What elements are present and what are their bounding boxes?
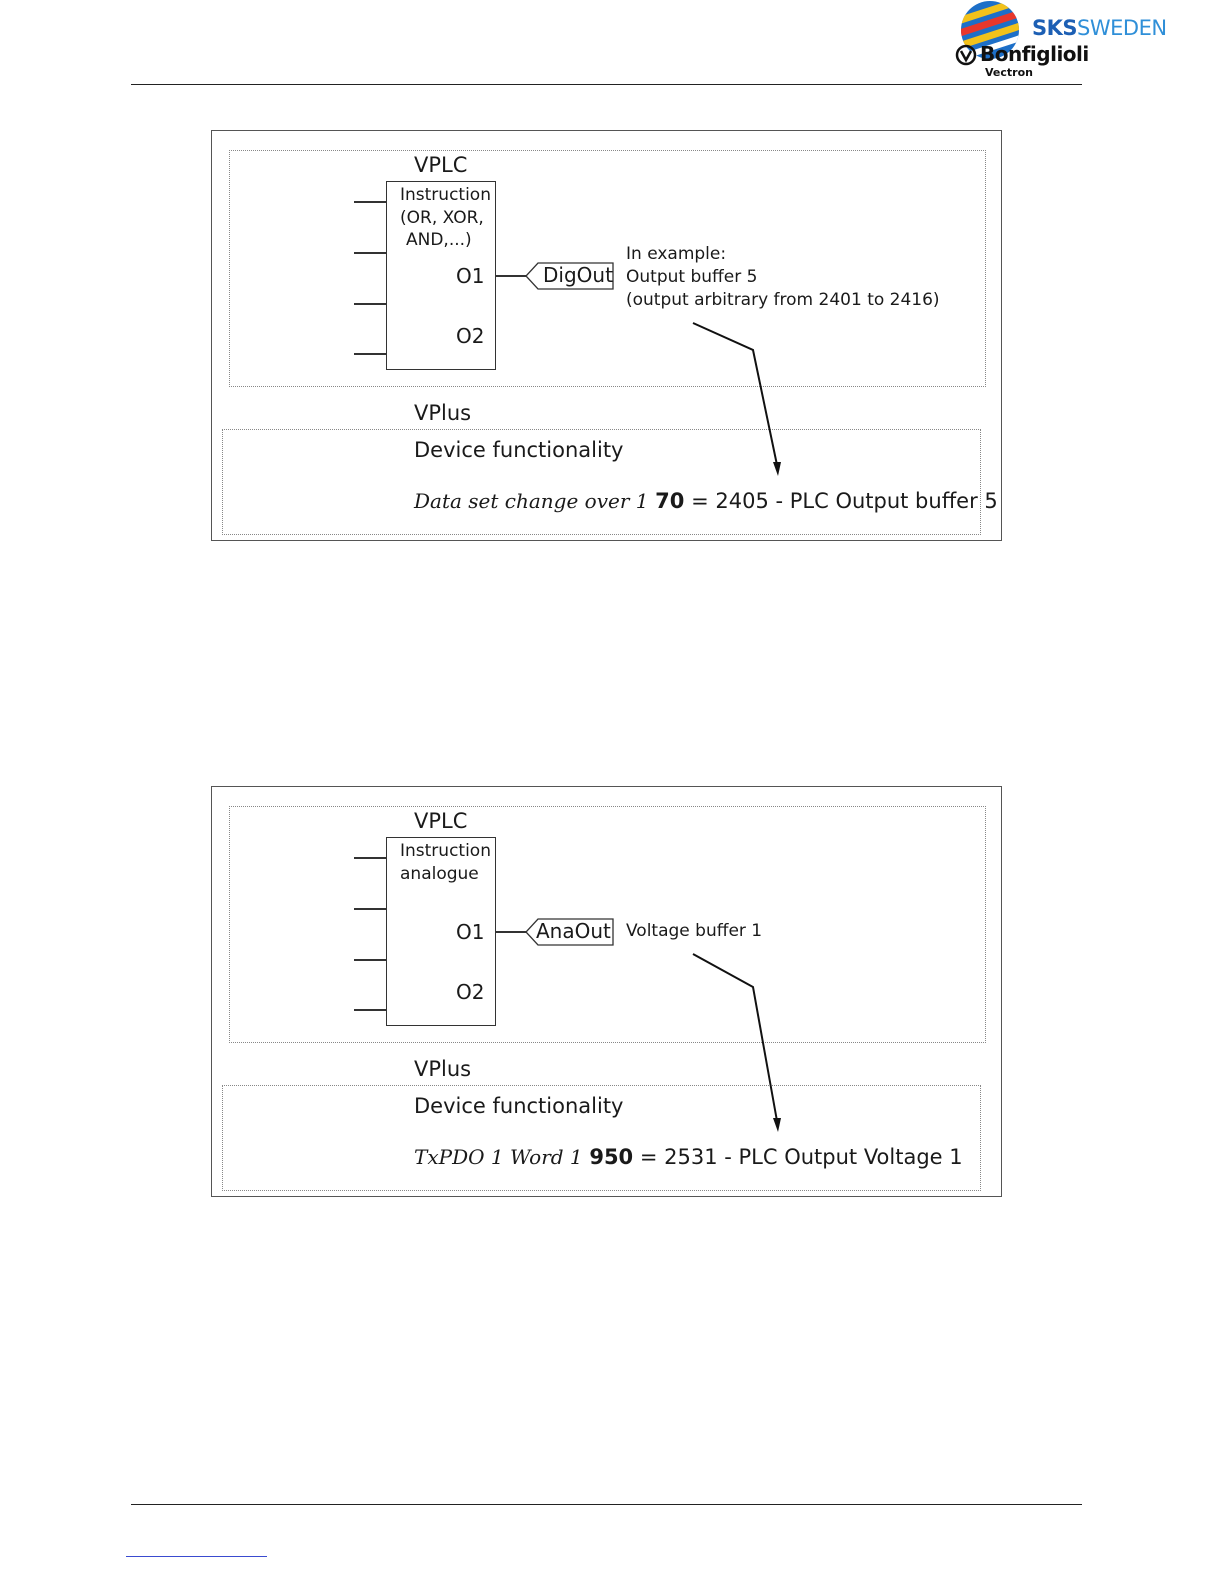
mapping-arrow	[212, 131, 1003, 542]
logo-brand-light: SWEDEN	[1077, 16, 1167, 40]
instruction-line: (OR, XOR,	[400, 207, 484, 228]
parameter-assignment	[414, 1145, 963, 1169]
parameter-number: 70	[655, 489, 685, 513]
parameter-assignment	[414, 489, 998, 513]
parameter-number: 950	[589, 1145, 634, 1169]
note-line: Voltage buffer 1	[626, 921, 763, 941]
diagram-digital-output	[211, 130, 1002, 541]
parameter-name: Data set change over 1	[414, 489, 649, 513]
vplus-label: VPlus	[414, 1057, 472, 1081]
parameter-value: = 2405 - PLC Output buffer 5	[691, 489, 998, 513]
note-line: Output buffer 5	[626, 267, 758, 287]
instruction-line: Instruction	[400, 841, 491, 861]
parameter-value: = 2531 - PLC Output Voltage 1	[639, 1145, 963, 1169]
logo-sub2: Vectron	[985, 66, 1033, 79]
output-o2-label: O2	[456, 980, 485, 1004]
output-o2-label: O2	[456, 324, 485, 348]
logo-wordmark	[1032, 16, 1167, 40]
vplc-label: VPLC	[414, 809, 468, 833]
note-line: (output arbitrary from 2401 to 2416)	[626, 290, 940, 310]
footer-link-underline[interactable]	[126, 1556, 267, 1557]
output-tag-label: AnaOut	[536, 919, 611, 943]
parameter-name: TxPDO 1 Word 1	[414, 1145, 583, 1169]
output-o1-label: O1	[456, 920, 485, 944]
footer-rule	[131, 1504, 1082, 1505]
diagram-analogue-output	[211, 786, 1002, 1197]
instruction-line: AND,...)	[406, 230, 472, 250]
instruction-line: Instruction	[400, 185, 491, 205]
vplc-label: VPLC	[414, 153, 468, 177]
vplus-label: VPlus	[414, 401, 472, 425]
device-functionality-label: Device functionality	[414, 1094, 624, 1118]
device-functionality-label: Device functionality	[414, 438, 624, 462]
company-logo	[950, 0, 1170, 82]
logo-brand-bold: SKS	[1032, 16, 1078, 40]
mapping-arrow	[212, 787, 1003, 1198]
bonfiglioli-mark-icon	[955, 44, 979, 68]
note-line: In example:	[626, 244, 727, 264]
header-rule	[131, 84, 1082, 85]
output-tag-label: DigOut	[543, 263, 613, 287]
logo-sub: Bonfiglioli	[980, 42, 1089, 66]
output-o1-label: O1	[456, 264, 485, 288]
instruction-line: analogue	[400, 863, 479, 884]
